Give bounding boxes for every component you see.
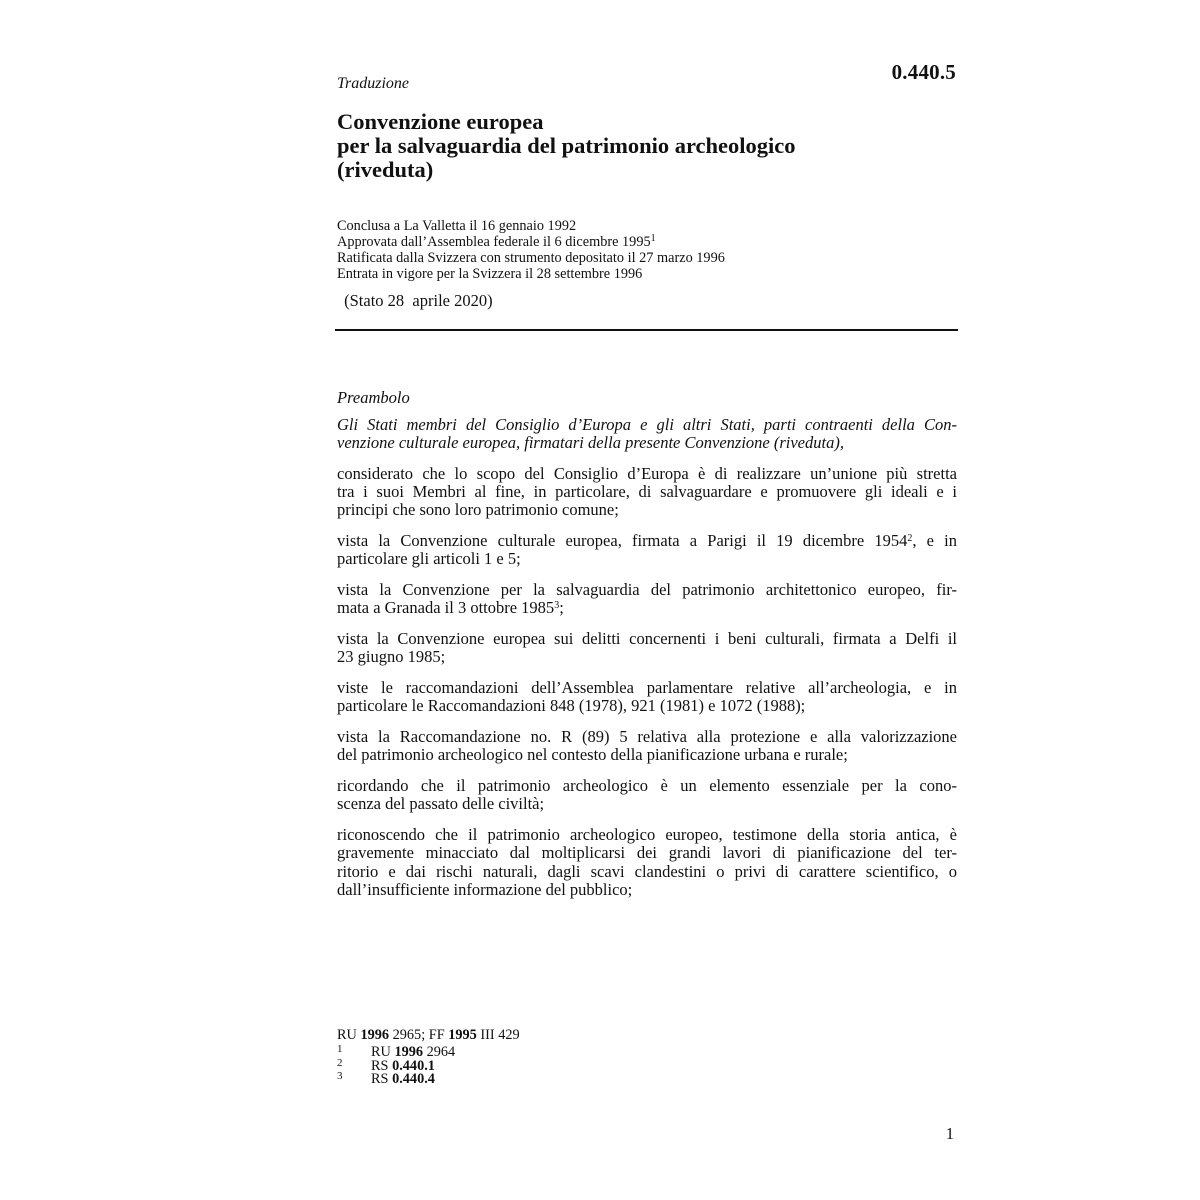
translation-label: Traduzione [337,75,410,92]
text-line [337,532,957,550]
title-line: (riveduta) [337,157,434,182]
text-line: Gli Stati membri del Consiglio d’Europa e gli altri Stati, parti contraenti della Con- [337,415,957,434]
text-span: , e in [912,531,957,551]
ref-year: 1995 [448,1027,477,1043]
ref-year: 1996 [360,1027,390,1043]
text-line: 23 giugno 1985; [337,647,446,667]
text-line: considerato che lo scopo del Consiglio d’Europa è di realizzare un’unione più stretta [337,464,957,483]
title-line: per la salvaguardia del patrimonio archeologico [337,133,796,158]
preamble-paragraph [337,465,957,520]
text-line: gravemente minacciato dal moltiplicarsi dei grandi lavori di pianificazione del ter- [337,843,957,863]
text-line: vista la Convenzione europea sui delitti concernenti i beni culturali, firmata a Delfi il [337,629,957,649]
footnote-prefix: RS [371,1071,393,1087]
text-line: vista la Raccomandazione no. R (89) 5 relativa alla protezione e alla valorizzazione [337,727,957,747]
text-line: principi che sono loro patrimonio comune; [337,500,619,520]
ref-text: 2965; FF [389,1027,449,1043]
text-line: ritorio e dai rischi naturali, dagli scavi clandestini o privi di carattere scientifico, o [337,861,957,881]
document-title [337,110,957,182]
footnote-bold: 0.440.1 [392,1057,435,1074]
text-span: mata a Granada il 3 ottobre 1985 [337,598,555,618]
title-line: Convenzione europea [337,109,544,134]
ratified-line: Ratificata dalla Svizzera con strumento depositato il 27 marzo 1996 [337,250,725,266]
footnote-bold: 0.440.4 [392,1071,435,1087]
text-line: ricordando che il patrimonio archeologico è un elemento essenziale per la cono- [337,776,957,796]
text-line: riconoscendo che il patrimonio archeologico europeo, testimone della storia antica, è [337,825,957,845]
footnote-prefix: RU [371,1044,395,1060]
footnote [337,1070,455,1087]
footnote-ref: 2 [907,533,913,545]
sr-number: 0.440.5 [891,60,956,84]
text-line: particolare le Raccomandazioni 848 (1978), 921 (1981) e 1072 (1988); [337,696,806,716]
text-line: scenza del passato delle civiltà; [337,794,545,814]
approved-line [337,234,957,250]
in-force-line: Entrata in vigore per la Svizzera il 28 settembre 1996 [337,266,643,282]
text-span: vista la Convenzione culturale europea, firmata a Parigi il 19 dicembre 1954 [337,531,908,551]
footnote-ref: 1 [650,233,656,244]
concluded-line: Conclusa a La Valletta il 16 gennaio 1992 [337,218,577,234]
status-date: (Stato 28 aprile 2020) [340,291,493,310]
text-line: dall’insufficiente informazione del pubblico; [337,879,633,899]
footnote-ref: 3 [554,600,560,612]
preamble-body [337,416,957,912]
preamble-intro [337,416,957,452]
text-line: vista la Convenzione per la salvaguardia del patrimonio architettonico europeo, fir- [337,580,957,600]
preamble-paragraph [337,630,957,666]
text-line: particolare gli articoli 1 e 5; [337,549,521,569]
footnotes [337,1043,456,1087]
text-line [337,599,957,617]
page-number: 1 [945,1124,954,1143]
preamble-paragraph [337,679,957,715]
footnote-text [371,1073,435,1087]
footnote-number: 2 [337,1056,343,1069]
text-line: tra i suoi Membri al fine, in particolare, di salvaguardare e promuovere gli ideali e i [337,482,957,502]
preamble-paragraph [337,826,957,899]
preamble-paragraph [337,728,957,764]
text-span: ; [559,598,564,618]
preamble-heading: Preambolo [337,388,410,407]
preamble-paragraph [337,532,957,568]
approved-text: Approvata dall’Assemblea federale il 6 dicembre 1995 [337,234,651,250]
ref-text: III 429 [476,1027,520,1043]
footnote-prefix: RS [371,1057,393,1074]
ref-text: RU [337,1027,361,1043]
header-divider [335,329,958,331]
official-reference [337,1027,520,1044]
text-line: del patrimonio archeologico nel contesto della pianificazione urbana e rurale; [337,745,848,765]
treaty-facts [337,218,957,282]
preamble-paragraph [337,581,957,617]
text-line: venzione culturale europea, firmatari della presente Convenzione (riveduta), [337,433,844,453]
footnote-number: 1 [337,1043,343,1055]
footnote-bold: 1996 [394,1044,424,1060]
text-line: viste le raccomandazioni dell’Assemblea parlamentare relative all’archeologia, e in [337,678,957,698]
footnote-number: 3 [337,1070,343,1082]
preamble-paragraph [337,777,957,813]
footnote-suffix: 2964 [423,1044,456,1060]
